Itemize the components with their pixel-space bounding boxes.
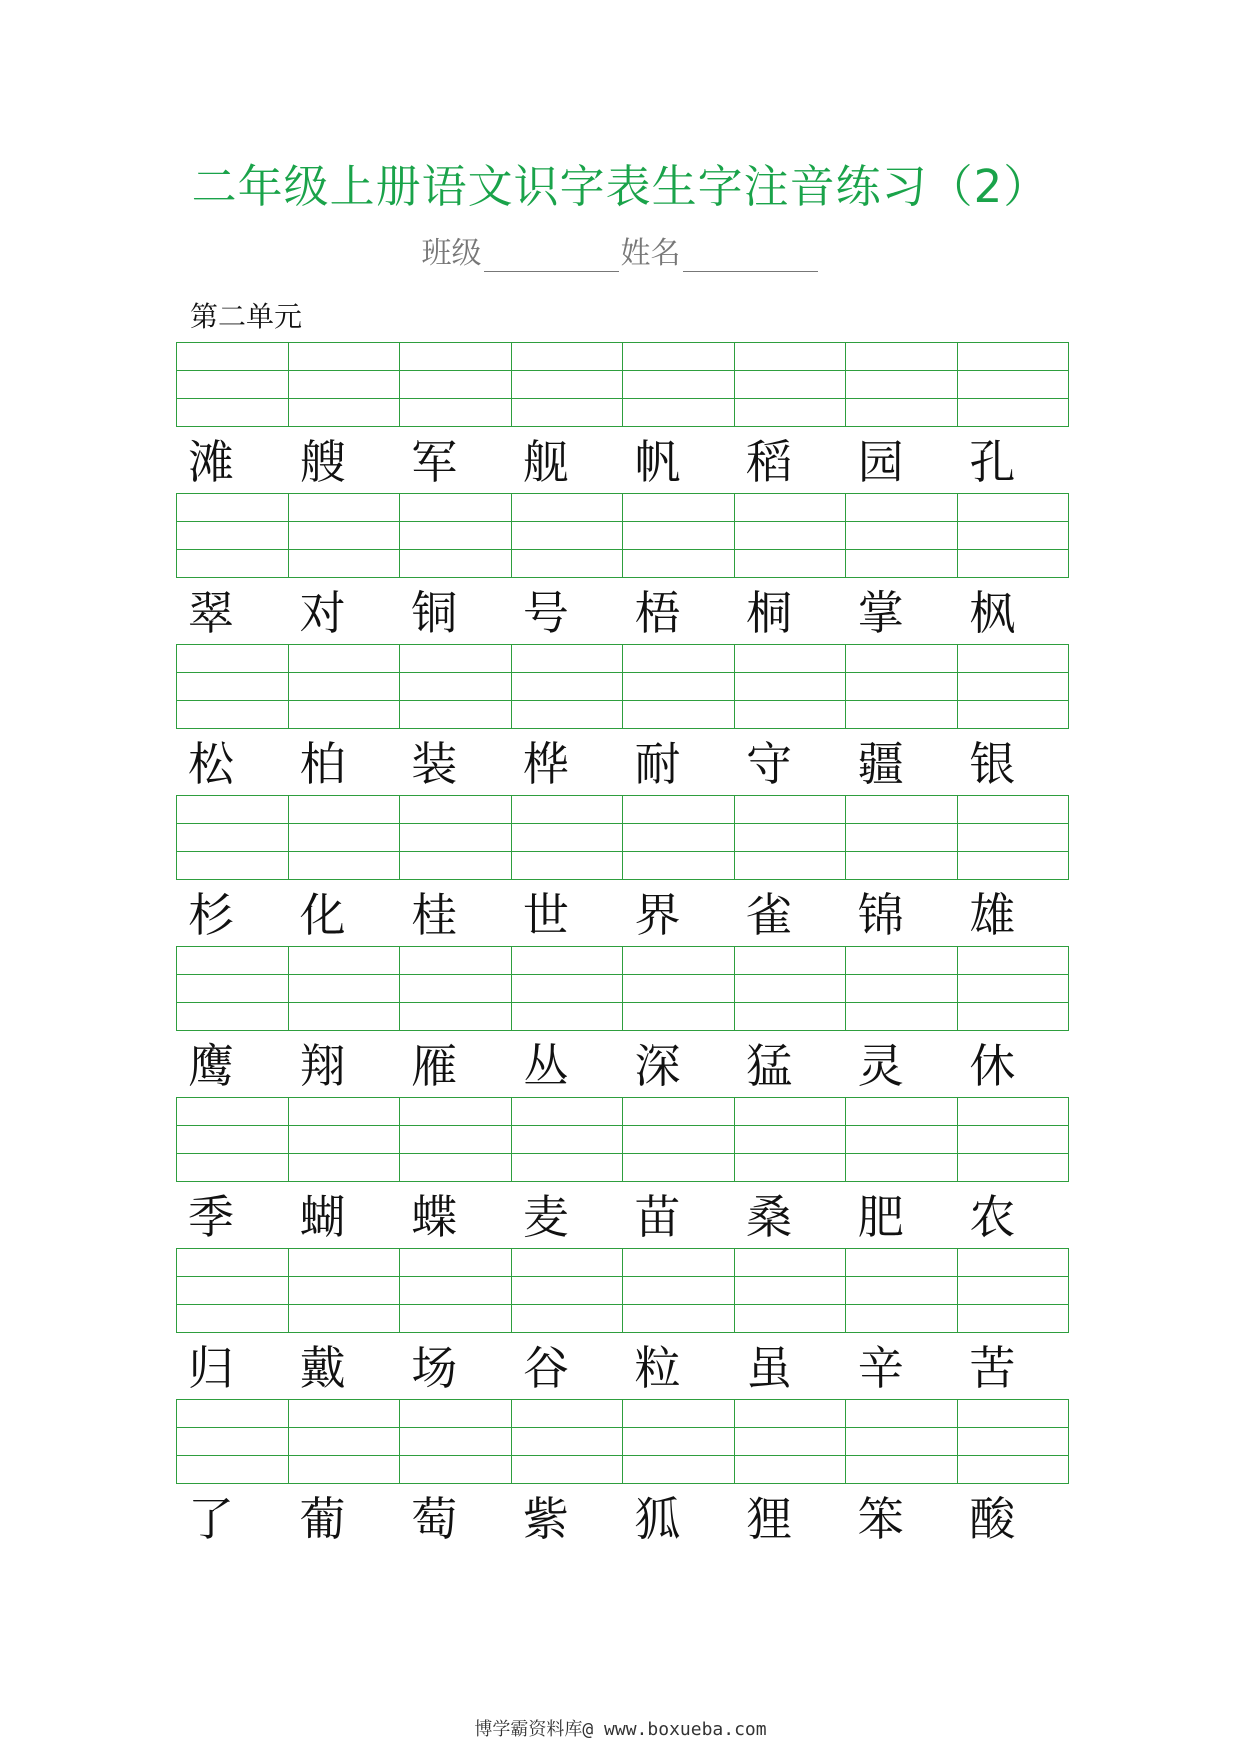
pinyin-cell[interactable]: [846, 1400, 958, 1484]
pinyin-cell[interactable]: [400, 1400, 512, 1484]
hanzi-char: 梧: [634, 586, 681, 640]
pinyin-grid-row-7: [176, 1248, 1069, 1333]
hanzi-char: 狸: [746, 1492, 793, 1546]
pinyin-cell[interactable]: [400, 343, 512, 427]
pinyin-cell[interactable]: [846, 343, 958, 427]
pinyin-cell[interactable]: [623, 796, 735, 880]
hanzi-char: 丛: [522, 1039, 569, 1093]
pinyin-cell[interactable]: [623, 1098, 735, 1182]
hanzi-char: 桦: [522, 737, 569, 791]
pinyin-cell[interactable]: [623, 343, 735, 427]
pinyin-cell[interactable]: [957, 494, 1069, 578]
unit-heading: 第二单元: [190, 300, 303, 333]
pinyin-cell[interactable]: [177, 796, 289, 880]
name-blank[interactable]: [683, 239, 818, 272]
pinyin-cell[interactable]: [511, 494, 623, 578]
pinyin-grid-row-8: [176, 1399, 1069, 1484]
pinyin-cell[interactable]: [288, 494, 400, 578]
pinyin-cell[interactable]: [957, 1400, 1069, 1484]
pinyin-cell[interactable]: [846, 1098, 958, 1182]
pinyin-cell[interactable]: [511, 343, 623, 427]
pinyin-cell[interactable]: [288, 343, 400, 427]
character-row-8: [176, 1491, 1069, 1547]
pinyin-cell[interactable]: [734, 343, 846, 427]
pinyin-cell[interactable]: [623, 1400, 735, 1484]
hanzi-char: 桑: [746, 1190, 793, 1244]
hanzi-char: 孔: [969, 435, 1016, 489]
pinyin-cell[interactable]: [511, 1098, 623, 1182]
pinyin-cell[interactable]: [734, 1400, 846, 1484]
pinyin-cell[interactable]: [511, 645, 623, 729]
character-row-4: [176, 887, 1069, 943]
pinyin-cell[interactable]: [623, 947, 735, 1031]
hanzi-char: 耐: [634, 737, 681, 791]
hanzi-char: 翠: [188, 586, 234, 640]
pinyin-cell[interactable]: [400, 1098, 512, 1182]
hanzi-char: 松: [188, 737, 234, 791]
hanzi-char: 谷: [522, 1341, 569, 1395]
pinyin-cell[interactable]: [957, 645, 1069, 729]
pinyin-cell[interactable]: [511, 1249, 623, 1333]
hanzi-char: 舰: [522, 435, 569, 489]
hanzi-char: 麦: [522, 1190, 569, 1244]
hanzi-char: 紫: [522, 1492, 569, 1546]
pinyin-grid-row-5: [176, 946, 1069, 1031]
character-row-3: [176, 736, 1069, 792]
pinyin-cell[interactable]: [177, 343, 289, 427]
pinyin-cell[interactable]: [734, 494, 846, 578]
pinyin-cell[interactable]: [400, 1249, 512, 1333]
hanzi-char: 场: [411, 1341, 458, 1395]
pinyin-cell[interactable]: [511, 947, 623, 1031]
hanzi-char: 对: [299, 586, 346, 640]
class-label: 班级: [421, 236, 482, 271]
pinyin-cell[interactable]: [734, 796, 846, 880]
pinyin-cell[interactable]: [177, 645, 289, 729]
pinyin-cell[interactable]: [400, 796, 512, 880]
hanzi-char: 酸: [969, 1492, 1016, 1546]
hanzi-char: 界: [634, 888, 681, 942]
hanzi-char: 苦: [969, 1341, 1016, 1395]
pinyin-cell[interactable]: [288, 947, 400, 1031]
pinyin-grid-row-1: [176, 342, 1069, 427]
hanzi-char: 稻: [746, 435, 793, 489]
hanzi-char: 虽: [746, 1341, 793, 1395]
hanzi-char: 狐: [634, 1492, 681, 1546]
hanzi-char: 季: [188, 1190, 234, 1244]
hanzi-char: 雁: [411, 1039, 458, 1093]
hanzi-char: 鹰: [188, 1039, 234, 1093]
hanzi-char: 雀: [746, 888, 793, 942]
hanzi-char: 杉: [188, 888, 234, 942]
pinyin-cell[interactable]: [288, 1249, 400, 1333]
hanzi-char: 萄: [411, 1492, 458, 1546]
footer-watermark: 博学霸资料库@ www.boxueba.com: [474, 1719, 767, 1740]
pinyin-cell[interactable]: [288, 645, 400, 729]
pinyin-grid-row-6: [176, 1097, 1069, 1182]
hanzi-char: 桂: [411, 888, 458, 942]
hanzi-char: 灵: [857, 1039, 904, 1093]
pinyin-cell[interactable]: [177, 947, 289, 1031]
hanzi-char: 归: [188, 1341, 234, 1395]
hanzi-char: 了: [188, 1492, 234, 1546]
character-row-1: [176, 434, 1069, 490]
hanzi-char: 锦: [857, 888, 904, 942]
pinyin-cell[interactable]: [957, 796, 1069, 880]
hanzi-char: 掌: [857, 586, 904, 640]
pinyin-cell[interactable]: [734, 947, 846, 1031]
hanzi-char: 军: [411, 435, 458, 489]
pinyin-grid-row-2: [176, 493, 1069, 578]
pinyin-cell[interactable]: [957, 1098, 1069, 1182]
hanzi-char: 银: [969, 737, 1016, 791]
hanzi-char: 世: [522, 888, 569, 942]
hanzi-char: 铜: [411, 586, 458, 640]
pinyin-cell[interactable]: [623, 494, 735, 578]
pinyin-cell[interactable]: [511, 1400, 623, 1484]
pinyin-cell[interactable]: [957, 947, 1069, 1031]
hanzi-char: 粒: [634, 1341, 681, 1395]
pinyin-cell[interactable]: [177, 1400, 289, 1484]
class-name-line: [0, 228, 1241, 272]
hanzi-char: 枫: [969, 586, 1016, 640]
hanzi-char: 深: [634, 1039, 681, 1093]
pinyin-cell[interactable]: [288, 1400, 400, 1484]
character-row-6: [176, 1189, 1069, 1245]
pinyin-cell[interactable]: [177, 1249, 289, 1333]
hanzi-char: 休: [969, 1039, 1016, 1093]
hanzi-char: 蝴: [299, 1190, 346, 1244]
pinyin-cell[interactable]: [288, 1098, 400, 1182]
pinyin-cell[interactable]: [846, 494, 958, 578]
pinyin-cell[interactable]: [957, 1249, 1069, 1333]
hanzi-char: 号: [522, 586, 569, 640]
pinyin-cell[interactable]: [623, 1249, 735, 1333]
pinyin-cell[interactable]: [623, 645, 735, 729]
pinyin-cell[interactable]: [846, 645, 958, 729]
hanzi-char: 柏: [299, 737, 346, 791]
hanzi-char: 苗: [634, 1190, 681, 1244]
hanzi-char: 装: [411, 737, 458, 791]
hanzi-char: 农: [969, 1190, 1016, 1244]
hanzi-char: 园: [857, 435, 904, 489]
hanzi-char: 辛: [857, 1341, 904, 1395]
pinyin-grid-row-4: [176, 795, 1069, 880]
hanzi-char: 帆: [634, 435, 681, 489]
hanzi-char: 滩: [188, 435, 234, 489]
name-label: 姓名: [620, 236, 681, 271]
class-blank[interactable]: [484, 239, 619, 272]
hanzi-char: 肥: [857, 1190, 904, 1244]
pinyin-cell[interactable]: [957, 343, 1069, 427]
hanzi-char: 葡: [299, 1492, 346, 1546]
hanzi-char: 猛: [746, 1039, 793, 1093]
pinyin-cell[interactable]: [734, 1249, 846, 1333]
pinyin-cell[interactable]: [400, 494, 512, 578]
hanzi-char: 桐: [746, 586, 793, 640]
pinyin-cell[interactable]: [511, 796, 623, 880]
pinyin-cell[interactable]: [400, 947, 512, 1031]
pinyin-cell[interactable]: [846, 1249, 958, 1333]
hanzi-char: 守: [746, 737, 793, 791]
hanzi-char: 蝶: [411, 1190, 458, 1244]
character-row-7: [176, 1340, 1069, 1396]
pinyin-cell[interactable]: [177, 1098, 289, 1182]
character-row-2: [176, 585, 1069, 641]
pinyin-cell[interactable]: [177, 494, 289, 578]
character-row-5: [176, 1038, 1069, 1094]
pinyin-cell[interactable]: [846, 947, 958, 1031]
hanzi-char: 疆: [857, 737, 904, 791]
hanzi-char: 翔: [299, 1039, 346, 1093]
hanzi-char: 戴: [299, 1341, 346, 1395]
pinyin-cell[interactable]: [846, 796, 958, 880]
pinyin-cell[interactable]: [734, 645, 846, 729]
hanzi-char: 雄: [969, 888, 1016, 942]
pinyin-cell[interactable]: [734, 1098, 846, 1182]
hanzi-char: 化: [299, 888, 346, 942]
hanzi-char: 笨: [857, 1492, 904, 1546]
pinyin-grid-row-3: [176, 644, 1069, 729]
pinyin-cell[interactable]: [400, 645, 512, 729]
hanzi-char: 艘: [299, 435, 346, 489]
page-title: 二年级上册语文识字表生字注音练习（2）: [191, 160, 1050, 213]
pinyin-cell[interactable]: [288, 796, 400, 880]
